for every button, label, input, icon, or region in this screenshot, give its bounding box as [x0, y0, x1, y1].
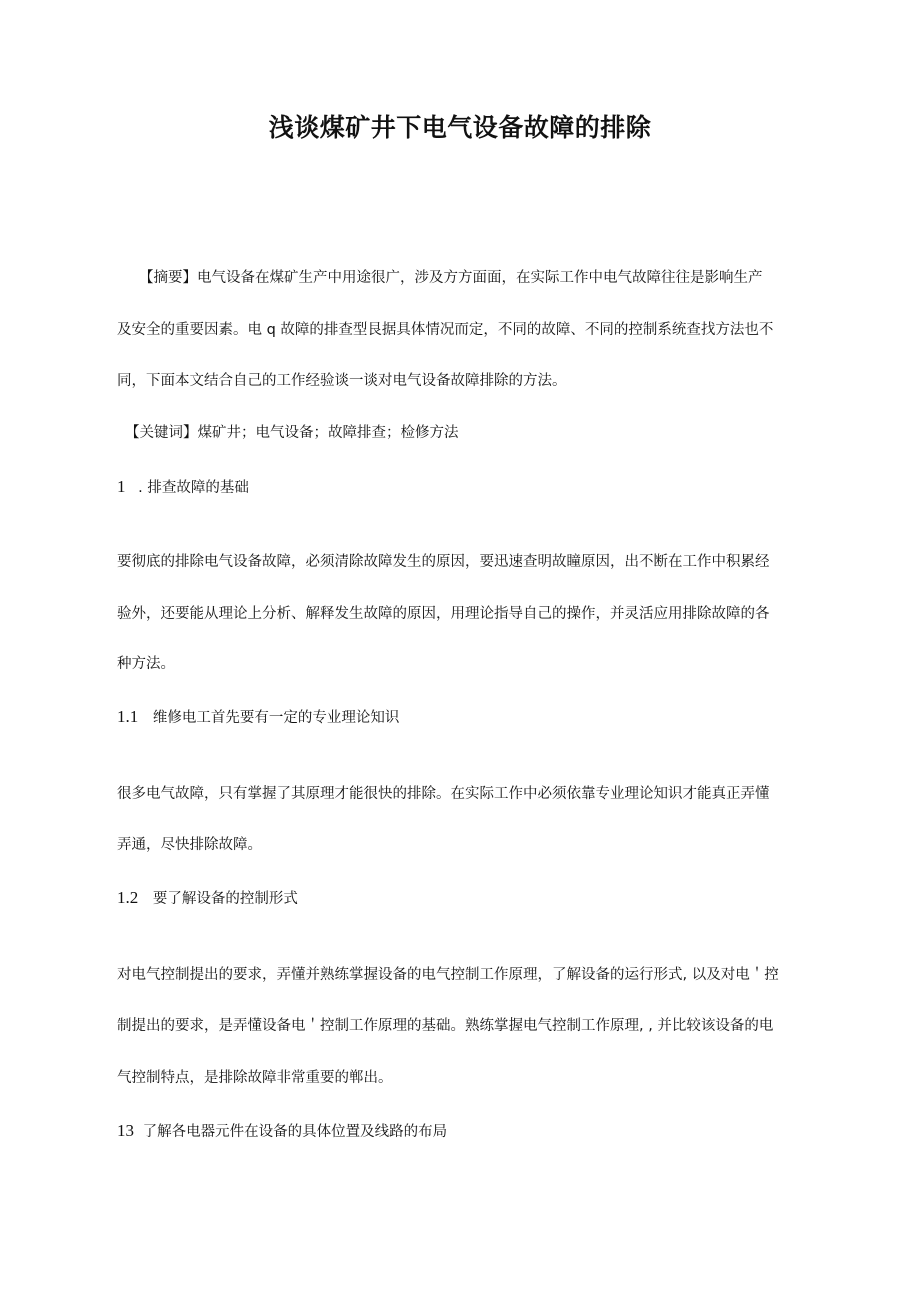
section-number: 13 — [117, 1121, 134, 1140]
body-line: 对电气控制提出的要求，弄懂并熟练掌握设备的电气控制工作原理，了解设备的运行形式, 以及对电＇控 — [117, 967, 779, 983]
body-line: 种方法。 — [117, 656, 175, 672]
section-title: 要了解设备的控制形式 — [152, 891, 298, 907]
section-heading — [117, 887, 298, 908]
body-line: 气控制特点，是排除故障非常重要的郸出。 — [117, 1070, 393, 1086]
document-title: 浅谈煤矿井下电气设备故障的排除 — [268, 113, 652, 142]
keywords-line: 【关键词】煤矿井；电气设备；故障排查；检修方法 — [125, 425, 459, 441]
abstract-line: 同，下面本文结合自己的工作经验谈一谈对电气设备故障排除的方法。 — [117, 373, 567, 389]
body-line: 制提出的要求，是弄懂设备电＇控制工作原理的基础。熟练掌握电气控制工作原理, , 并比较该设备的电 — [117, 1018, 774, 1034]
section-heading — [117, 706, 399, 727]
body-line: 验外，还要能从理论上分析、解释发生故障的原因，用理论指导自己的操作，并灵活应用排除故障的各 — [117, 606, 770, 622]
section-number: 1.2 — [117, 888, 139, 907]
section-heading — [117, 1120, 447, 1141]
section-title: . 排查故障的基础 — [138, 480, 249, 496]
body-line: 很多电气故障，只有掌握了其原理才能很快的排除。在实际工作中必须依靠专业理论知识才能真正弄懂 — [117, 786, 770, 802]
section-title: 了解各电器元件在设备的具体位置及线路的布局 — [142, 1124, 448, 1140]
section-number: 1.1 — [117, 707, 139, 726]
body-line: 弄通，尽快排除故障。 — [117, 837, 262, 853]
section-title: 维修电工首先要有一定的专业理论知识 — [152, 710, 400, 726]
abstract-line: 【摘要】电气设备在煤矿生产中用途很广，涉及方方面面，在实际工作中电气故障往往是影响生产 — [139, 270, 763, 286]
abstract-line: 及安全的重要因素。电 q 故障的排查型艮据具体情况而定，不同的故障、不同的控制系统查找方法也不 — [117, 322, 774, 338]
section-number: 1 — [117, 477, 126, 496]
body-line: 要彻底的排除电气设备故障，必须清除故障发生的原因，要迅速查明故瞳原因，出不断在工作中积累经 — [117, 554, 770, 570]
section-heading — [117, 476, 249, 497]
